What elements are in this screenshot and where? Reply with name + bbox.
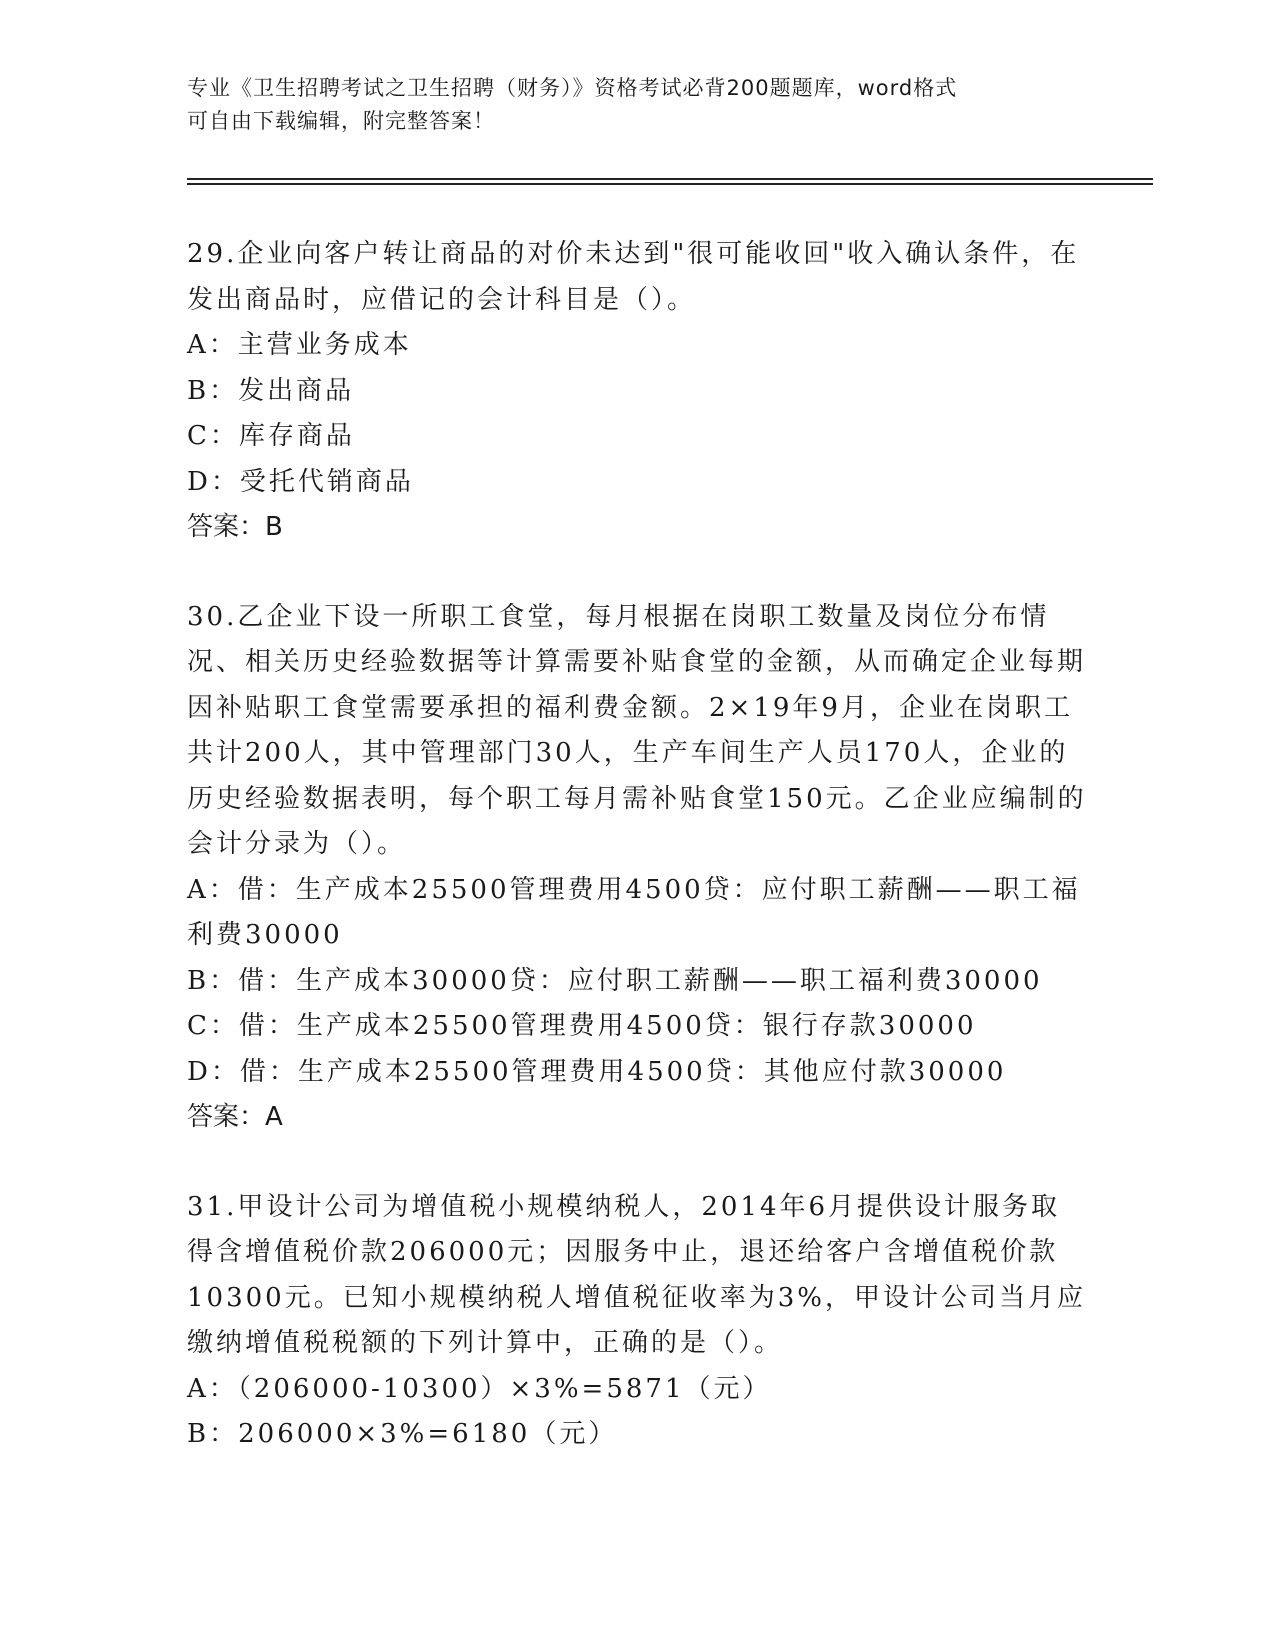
question-text: 29.企业向客户转让商品的对价未达到"很可能收回"收入确认条件，在发出商品时，应借记的会计科目是（）。 [187,239,1080,315]
question-30 [187,595,1087,1141]
question-list [187,232,1087,1502]
question-text: 30.乙企业下设一所职工食堂，每月根据在岗职工数量及岗位分布情况、相关历史经验数据等计算需要补贴食堂的金额，从而确定企业每期因补贴职工食堂需要承担的福利费金额。2×19年9月，企业在岗职工共计200人，其中管理部门30人，生产车间生产人员170人，企业的历史经验数据表明，每个职工每月需补贴食堂150元。乙企业应编制的会计分录为（）。 [187,601,1087,859]
option-c: C：库存商品 [187,421,355,451]
header-divider-bottom [187,183,1153,185]
question-text: 31.甲设计公司为增值税小规模纳税人，2014年6月提供设计服务取得含增值税价款206000元；因服务中止，退还给客户含增值税价款10300元。已知小规模纳税人增值税征收率为3%，甲设计公司当月应缴纳增值税税额的下列计算中，正确的是（）。 [187,1191,1086,1358]
option-c: C：借：生产成本25500管理费用4500贷：银行存款30000 [187,1011,977,1041]
header-line-1: 专业《卫生招聘考试之卫生招聘（财务）》资格考试必背200题题库，word格式 [187,76,958,100]
option-d: D：受托代销商品 [187,466,414,497]
header-line-2: 可自由下载编辑，附完整答案！ [187,109,495,133]
option-b: B：206000×3%=6180（元） [187,1419,618,1449]
option-a: A：主营业务成本 [187,330,412,360]
document-header [187,72,1087,138]
option-b: B：发出商品 [187,375,355,406]
option-a: A：（206000-10300）×3%=5871（元） [187,1373,772,1404]
option-d: D：借：生产成本25500管理费用4500贷：其他应付款30000 [187,1056,1007,1087]
option-a: A：借：生产成本25500管理费用4500贷：应付职工薪酬——职工福利费30000 [187,874,1081,950]
header-divider-top [187,178,1153,180]
question-31 [187,1185,1087,1458]
answer-label: 答案：B [187,512,283,542]
question-29 [187,232,1087,551]
answer-label: 答案：A [187,1102,283,1132]
option-b: B：借：生产成本30000贷：应付职工薪酬——职工福利费30000 [187,965,1043,996]
